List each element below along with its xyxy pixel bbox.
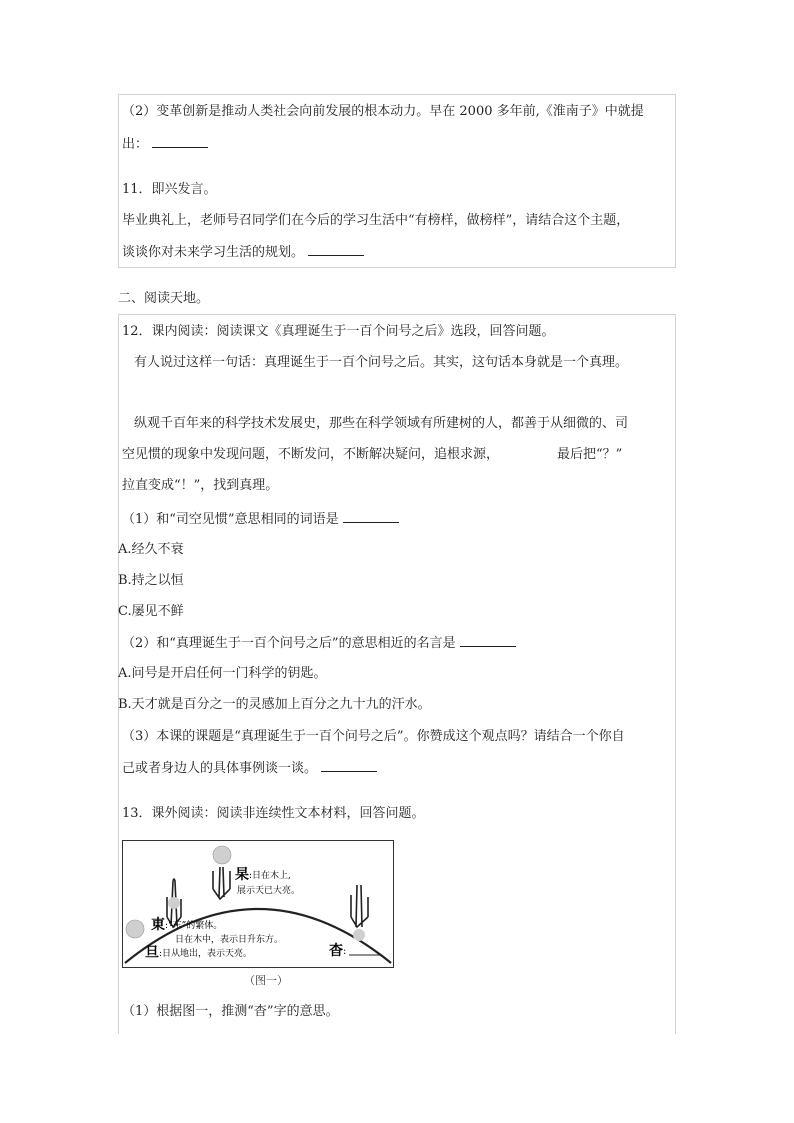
- gao-line2: 展示天已大亮。: [237, 886, 301, 896]
- q12-sub3-line1: （3）本课的课题是“真理诞生于一百个问号之后”。你赞成这个观点吗？请结合一个你自: [122, 729, 625, 744]
- q12-sub3-line2: [122, 759, 377, 778]
- q12-para2-line1: 纵观千百年来的科学技术发展史，那些在科学领域有所建树的人，都善于从细微的、司: [134, 416, 629, 431]
- yao-char: 杳: [329, 943, 343, 959]
- q12-sub1-blank[interactable]: [343, 510, 399, 523]
- q10-part2-line2: [122, 135, 208, 154]
- q12-sub3-blank[interactable]: [321, 759, 377, 772]
- character-figure: [122, 840, 394, 968]
- q12-para2-line2: [122, 446, 622, 464]
- q10-answer-blank[interactable]: [152, 135, 208, 148]
- q12-sub2-option-a: A.问号是开启任何一门科学的钥匙。: [118, 666, 327, 681]
- sun-left: [126, 920, 144, 938]
- tree-center: [213, 867, 230, 899]
- q12-sub1: [122, 510, 399, 529]
- q12-sub1-text: （1）和“司空见惯”意思相同的词语是: [122, 512, 339, 527]
- gao-line1: :日在木上,: [249, 871, 291, 881]
- q12-para1: 有人说过这样一句话：真理诞生于一百个问号之后。其实，这句话本身就是一个真理。: [134, 355, 629, 370]
- tree-right: [351, 885, 368, 927]
- sun-below-tree: [353, 929, 365, 941]
- q12-title: 12．课内阅读：阅读课文《真理诞生于一百个问号之后》选段，回答问题。: [122, 324, 555, 339]
- q10-part2-line1: （2）变革创新是推动人类社会向前发展的根本动力。早在 2000 多年前,《淮南子》中就提: [122, 104, 644, 119]
- q13-sub1: （1）根据图一，推测“杳”字的意思。: [122, 1004, 339, 1019]
- sun-in-tree: [168, 897, 180, 909]
- figure-caption: （图一）: [244, 974, 288, 987]
- dong-line1: :“东”的繁体。: [165, 921, 223, 931]
- q12-sub2-text: （2）和“真理诞生于一百个问号之后”的意思相近的名言是: [122, 636, 456, 651]
- q11-line2-text: 谈谈你对未来学习生活的规划。: [122, 245, 305, 260]
- q11-line2: [122, 243, 364, 262]
- q11-title: 11．即兴发言。: [122, 182, 217, 197]
- q12-sub2: [122, 634, 516, 653]
- dan-line1: :日从地出，表示天亮。: [159, 949, 253, 959]
- q10-part2-line2-text: 出：: [122, 137, 149, 152]
- q12-sub3-line2-text: 己或者身边人的具体事例谈一谈。: [122, 761, 318, 776]
- q12-para2-line2a: 空见惯的现象中发现问题，不断发问，不断解决疑问，追根求源，: [122, 447, 500, 462]
- q11-line1: 毕业典礼上，老师号召同学们在今后的学习生活中“有榜样，做榜样”，请结合这个主题，: [122, 213, 630, 228]
- sun-top: [213, 846, 231, 864]
- dong-line2: 日在木中，表示日升东方。: [175, 935, 284, 945]
- q12-sub1-option-b: B.持之以恒: [118, 573, 184, 588]
- q12-sub1-option-a: A.经久不衰: [118, 542, 184, 557]
- dong-char: 東: [151, 917, 165, 933]
- q12-para2-line2b: 最后把“？”: [557, 447, 623, 462]
- gao-char: 杲: [235, 867, 249, 883]
- section-title: 二、阅读天地。: [118, 291, 210, 306]
- q12-sub2-blank[interactable]: [460, 634, 516, 647]
- q12-sub1-option-c: C.屡见不鲜: [118, 604, 184, 619]
- q11-answer-blank[interactable]: [308, 243, 364, 256]
- q13-title: 13．课外阅读：阅读非连续性文本材料，回答问题。: [122, 806, 425, 821]
- q12-sub2-option-b: B.天才就是百分之一的灵感加上百分之九十九的汗水。: [118, 697, 431, 712]
- q12-para2-line3: 拉直变成“！”，找到真理。: [122, 478, 279, 493]
- dan-char: 旦: [145, 945, 159, 961]
- figure-drawing: [123, 841, 393, 967]
- yao-colon: :: [343, 946, 347, 957]
